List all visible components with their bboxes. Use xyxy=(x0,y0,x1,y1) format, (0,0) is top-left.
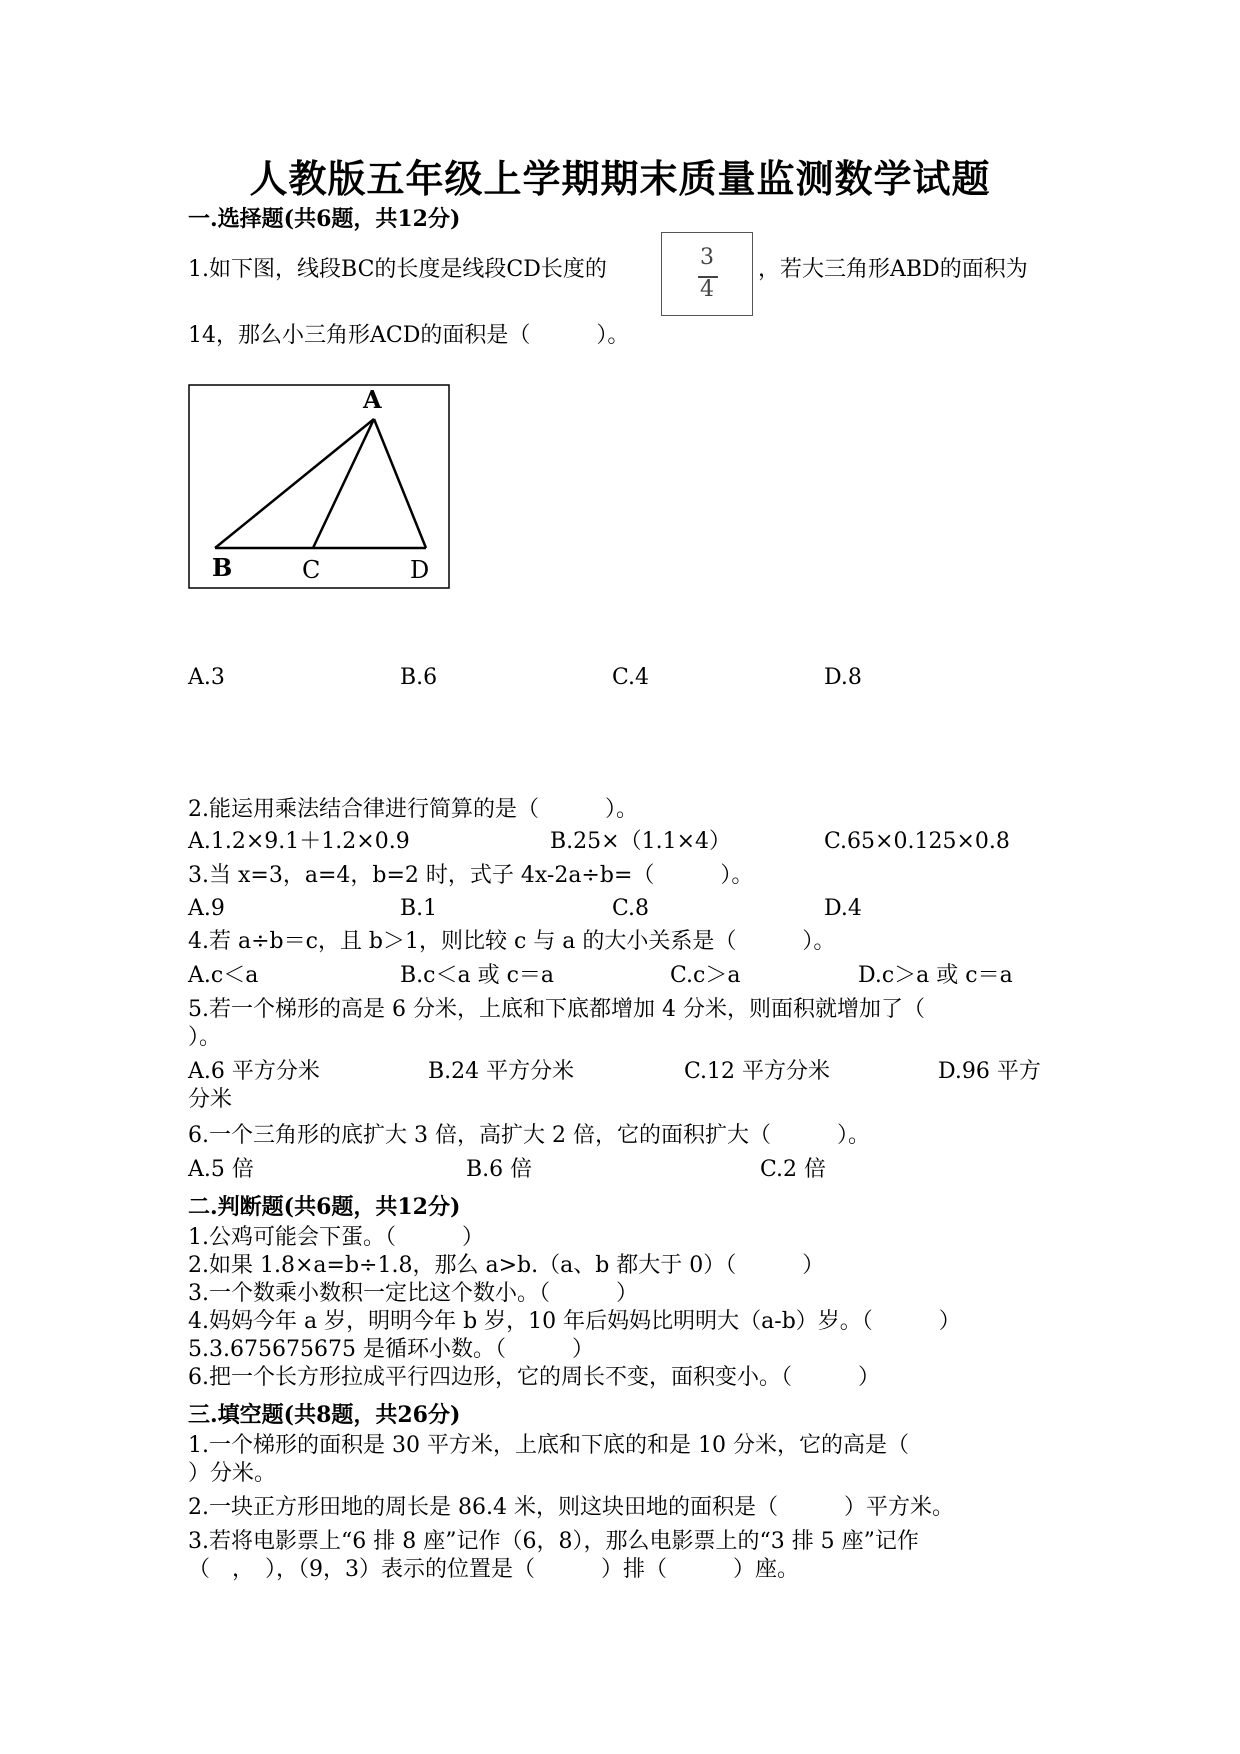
q3-option-a: A.9 xyxy=(188,896,225,921)
q6-option-a: A.5 倍 xyxy=(188,1157,254,1182)
q1-option-c: C.4 xyxy=(612,665,650,690)
q5-option-wrap: 分米 xyxy=(188,1087,233,1112)
q6-option-c: C.2 倍 xyxy=(760,1157,827,1182)
section-heading-choice: 一.选择题(共6题，共12分) xyxy=(188,206,461,232)
fraction-box xyxy=(661,232,753,316)
judge-item: 1.公鸡可能会下蛋。（ ） xyxy=(188,1225,484,1250)
fill-3-text-a: 3.若将电影票上“6 排 8 座”记作（6，8），那么电影票上的“3 排 5 座”记作 xyxy=(188,1529,919,1554)
q1-option-b: B.6 xyxy=(400,665,438,690)
judge-item: 6.把一个长方形拉成平行四边形，它的周长不变，面积变小。（ ） xyxy=(188,1365,880,1390)
judge-item: 5.3.675675675 是循环小数。（ ） xyxy=(188,1337,594,1362)
q5-option-c: C.12 平方分米 xyxy=(684,1059,831,1084)
q5-option-a: A.6 平方分米 xyxy=(188,1059,320,1084)
q4-option-d: D.c＞a 或 c＝a xyxy=(858,963,1013,988)
section-heading-judge: 二.判断题(共6题，共12分) xyxy=(188,1194,461,1220)
q5-text-a: 5.若一个梯形的高是 6 分米，上底和下底都增加 4 分米，则面积就增加了（ xyxy=(188,997,925,1022)
label-b: B xyxy=(212,553,233,582)
q1-option-a: A.3 xyxy=(188,665,225,690)
q1-text-c: 14，那么小三角形ACD的面积是（ ）。 xyxy=(188,323,630,348)
fraction-numerator: 3 xyxy=(700,245,714,270)
q2-text: 2.能运用乘法结合律进行简算的是（ ）。 xyxy=(188,797,638,822)
q3-option-b: B.1 xyxy=(400,896,438,921)
section-heading-fill: 三.填空题(共8题，共26分) xyxy=(188,1402,461,1428)
q4-option-a: A.c＜a xyxy=(188,963,259,988)
judge-item: 2.如果 1.8×a=b÷1.8，那么 a>b.（a、b 都大于 0）（ ） xyxy=(188,1253,825,1278)
label-d: D xyxy=(410,556,430,584)
fraction-denominator: 4 xyxy=(700,277,714,302)
q2-option-b: B.25×（1.1×4） xyxy=(550,829,732,854)
q3-option-c: C.8 xyxy=(612,896,650,921)
q6-option-b: B.6 倍 xyxy=(466,1157,533,1182)
page-title: 人教版五年级上学期期末质量监测数学试题 xyxy=(249,156,991,201)
q4-option-b: B.c＜a 或 c＝a xyxy=(400,963,555,988)
q4-text: 4.若 a÷b＝c，且 b＞1，则比较 c 与 a 的大小关系是（ ）。 xyxy=(188,929,836,954)
q4-option-c: C.c＞a xyxy=(670,963,741,988)
judge-item: 3.一个数乘小数积一定比这个数小。（ ） xyxy=(188,1281,638,1306)
fill-1-text-b: ）分米。 xyxy=(188,1461,277,1486)
fill-3-text-b: （ ， ），（9，3）表示的位置是（ ）排（ ）座。 xyxy=(188,1557,799,1582)
q2-option-c: C.65×0.125×0.8 xyxy=(824,829,1010,854)
fill-1-text-a: 1.一个梯形的面积是 30 平方米，上底和下底的和是 10 分米，它的高是（ xyxy=(188,1433,909,1458)
q5-text-b: ）。 xyxy=(188,1025,222,1050)
q6-text: 6.一个三角形的底扩大 3 倍，高扩大 2 倍，它的面积扩大（ ）。 xyxy=(188,1123,870,1148)
q5-option-d: D.96 平方 xyxy=(938,1059,1041,1084)
label-a: A xyxy=(363,385,382,414)
label-c: C xyxy=(302,556,321,584)
q2-option-a: A.1.2×9.1＋1.2×0.9 xyxy=(188,829,410,854)
triangle-figure xyxy=(188,384,450,589)
fill-2-text: 2.一块正方形田地的周长是 86.4 米，则这块田地的面积是（ ）平方米。 xyxy=(188,1495,954,1520)
q3-option-d: D.4 xyxy=(824,896,862,921)
q1-text-a: 1.如下图，线段BC的长度是线段CD长度的 xyxy=(188,257,607,282)
q1-text-b: ，若大三角形ABD的面积为 xyxy=(758,257,1028,282)
q5-option-b: B.24 平方分米 xyxy=(428,1059,575,1084)
q3-text: 3.当 x=3，a=4，b=2 时，式子 4x-2a÷b=（ ）。 xyxy=(188,863,754,888)
judge-item: 4.妈妈今年 a 岁，明明今年 b 岁，10 年后妈妈比明明大（a-b）岁。（ ） xyxy=(188,1309,961,1334)
q1-option-d: D.8 xyxy=(824,665,862,690)
